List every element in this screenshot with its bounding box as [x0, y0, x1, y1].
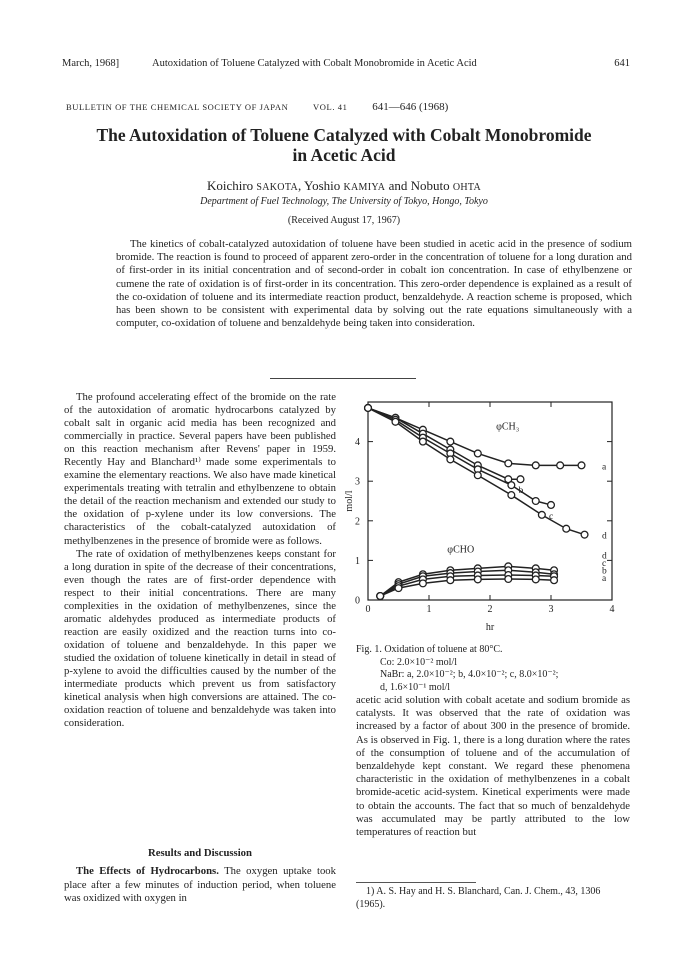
left-column-section-body	[64, 865, 336, 906]
section-heading: Results and Discussion	[148, 847, 252, 859]
footnote-text: 1) A. S. Hay and H. S. Blanchard, Can. J. Chem., 43, 1306 (1965).	[356, 886, 601, 910]
series-label-toluene-c: c	[549, 511, 554, 522]
data-point-toluene-d	[392, 418, 399, 425]
data-point-benzaldehyde-a	[447, 577, 454, 584]
data-point-toluene-d	[474, 472, 481, 479]
header-page-number: 641	[614, 58, 630, 69]
journal-volume: VOL. 41	[313, 102, 348, 112]
series-label-benzaldehyde-d: d	[602, 551, 607, 562]
x-tick-label: 2	[487, 604, 493, 615]
data-point-toluene-d	[563, 525, 570, 532]
x-tick-label: 1	[426, 604, 432, 615]
journal-pages: 641—646 (1968)	[372, 101, 449, 113]
x-tick-label: 3	[548, 604, 554, 615]
divider	[270, 378, 416, 379]
series-label-toluene-a: a	[602, 462, 607, 473]
y-axis-label: mol/l	[344, 490, 355, 512]
footnote	[356, 886, 630, 911]
series-label-toluene-d: d	[602, 531, 607, 542]
data-point-toluene-d	[581, 531, 588, 538]
caption-line: d, 1.6×10⁻¹ mol/l	[380, 681, 451, 693]
data-point-toluene-a	[447, 438, 454, 445]
author-2-first: Yoshio	[304, 178, 341, 193]
y-tick-label: 2	[355, 516, 360, 528]
journal-name: BULLETIN OF THE CHEMICAL SOCIETY OF JAPAN	[66, 102, 289, 112]
figure-caption	[356, 644, 636, 694]
data-point-toluene-b	[517, 476, 524, 483]
title-line-1: The Autoxidation of Toluene Catalyzed with Cobalt Monobromide	[96, 125, 592, 145]
caption-line: NaBr: a, 2.0×10⁻²; b, 4.0×10⁻²; c, 8.0×10⁻²;	[380, 669, 559, 680]
left-column-body	[64, 391, 336, 730]
author-1-last: SAKOTA	[256, 182, 298, 193]
y-tick-label: 0	[355, 595, 360, 607]
data-point-toluene-d	[420, 438, 427, 445]
series-line-toluene-a	[368, 408, 582, 465]
annotation-toluene: φCH₃	[496, 421, 520, 433]
data-point-toluene-d	[447, 456, 454, 463]
series-label-benzaldehyde-a: a	[602, 573, 607, 584]
data-point-benzaldehyde-a	[532, 576, 539, 583]
data-point-toluene-c	[532, 498, 539, 505]
data-point-benzaldehyde-a	[551, 577, 558, 584]
data-point-benzaldehyde-a	[395, 585, 402, 592]
data-point-toluene-d	[365, 405, 372, 412]
annotation-benzaldehyde: φCHO	[447, 544, 475, 556]
paragraph: The rate of oxidation of methylbenzenes keeps constant for a long duration in spite of the decrease of their concentrations, even though the rates are of first-order dependence with respect to their initial concentrations. There are many complexities in the oxidation of methylbenzenes, since the aromatic aldehydes produced as intermediate products of reaction are easily oxidized and the reaction turns into co-oxidation of toluene and benzaldehyde. In this paper we studied the oxidation of toluene kinetically in detail in stead of p-xylene to avoid the difficulties caused by the number of the intermediate products which prevent us from satisfactory kinetical analysis when high conversions are attained. The co-oxidation reaction of toluene and benzaldehyde was taken into consideration.	[64, 547, 336, 730]
data-point-benzaldehyde-a	[377, 593, 384, 600]
footnote-rule	[356, 882, 476, 883]
title-line-2: in Acetic Acid	[292, 145, 396, 165]
author-2-last: KAMIYA	[343, 182, 386, 193]
series-label-benzaldehyde-b: b	[602, 566, 607, 577]
data-point-toluene-c	[508, 482, 515, 489]
data-point-toluene-a	[505, 460, 512, 467]
author-3-last: OHTA	[452, 182, 482, 193]
header-date: March, 1968]	[62, 58, 120, 69]
chart-plot	[344, 402, 615, 630]
caption-line: Fig. 1. Oxidation of toluene at 80°C.	[356, 644, 503, 655]
author-1-first: Koichiro	[206, 178, 254, 193]
right-column-body	[356, 694, 630, 839]
paragraph: acetic acid solution with cobalt acetate and sodium bromide as catalysts. It was observed that the rate of oxidation was increased by a factor of about 300 in the presence of bromide. As is observed in Fig. 1, there is a long duration where the rates of the consumption of toluene and of the accumulation of benzaldehyde kept constant. We regard these phenomena characteristic in the oxidation of methylbenzenes in a cobalt bromide-acetic acid-system. Kinetical experiments were made to obtain the accounts. The fact that so much of benzaldehyde was accumulated may be partly attributed to the low temperatures of reaction but	[356, 694, 630, 839]
caption-line: Co: 2.0×10⁻² mol/l	[380, 656, 457, 668]
data-point-toluene-a	[532, 462, 539, 469]
data-point-toluene-d	[508, 492, 515, 499]
data-point-toluene-a	[578, 462, 585, 469]
series-line-benzaldehyde-c	[380, 570, 554, 596]
abstract: The kinetics of cobalt-catalyzed autoxidation of toluene have been studied in acetic acid in the presence of sodium bromide. The reaction is found to proceed of apparent zero-order in the concentration of toluene for a long duration and of first-order in its initial concentration and of second-order in cobalt ion concentration. In case of ethylbenzene or cumene the rate of oxidation is of first-order in its concentration. This zero-order dependence is explained as a result of the co-oxidation of toluene and its intermediate reaction product, benzaldehyde. A reaction scheme is proposed, which has been shown to be consistent with experimental data by solving out the rate equations simultaneously with a computer, co-oxidation of toluene and benzaldehyde being taken into consideration.	[116, 238, 632, 330]
received-date: (Received August 17, 1967)	[287, 215, 401, 226]
data-point-benzaldehyde-a	[474, 576, 481, 583]
data-point-toluene-a	[557, 462, 564, 469]
x-tick-label: 0	[365, 604, 371, 615]
paragraph: The profound accelerating effect of the bromide on the rate of the autoxidation of aromatic hydrocarbons catalyzed by cobalt salt in organic acid media has been recognized and commercially in practice. Several papers have been published on this reaction mechanism after Revens' paper in 1959. Recently Hay and Blanchard¹⁾ made some experimentals to examine the elementary reactions. We also have made kinetical experimentals treating with tetralin and ethylbenzene to obtain the detail of the reaction mechanism and extended our study to the oxidation of p-xylene under its low conversions. The characteristics of the cobalt-catalyzed autoxidation of methylbenzenes in the presence of bromide were as follows.	[64, 391, 336, 547]
paragraph	[64, 865, 336, 906]
author-list: Koichiro SAKOTA, Yoshio KAMIYA and Nobuto OHTA	[206, 178, 482, 193]
data-point-toluene-c	[548, 502, 555, 509]
x-tick-label: 4	[609, 604, 615, 615]
data-point-benzaldehyde-a	[420, 580, 427, 587]
data-point-benzaldehyde-a	[505, 576, 512, 583]
y-tick-label: 3	[355, 476, 360, 488]
paper-title	[40, 125, 648, 165]
header-running-title: Autoxidation of Toluene Catalyzed with Cobalt Monobromide in Acetic Acid	[152, 58, 477, 69]
y-tick-label: 4	[355, 437, 360, 449]
author-3-first: Nobuto	[410, 178, 450, 193]
x-axis-label: hr	[485, 622, 495, 630]
series-label-benzaldehyde-c: c	[602, 558, 607, 569]
series-label-toluene-b: b	[518, 486, 524, 497]
data-point-toluene-a	[474, 450, 481, 457]
journal-line	[66, 101, 626, 113]
figure-1-chart	[340, 392, 640, 630]
data-point-toluene-d	[538, 511, 545, 518]
y-tick-label: 1	[355, 555, 360, 567]
paragraph-text: The oxygen uptake took place after a few minutes of induction period, when toluene was oxidized with oxygen in	[64, 865, 336, 904]
series-line-benzaldehyde-b	[380, 575, 554, 596]
subsection-heading: The Effects of Hydrocarbons.	[76, 865, 219, 877]
author-and: and	[388, 178, 408, 193]
affiliation: Department of Fuel Technology, The University of Tokyo, Hongo, Tokyo	[200, 196, 488, 207]
